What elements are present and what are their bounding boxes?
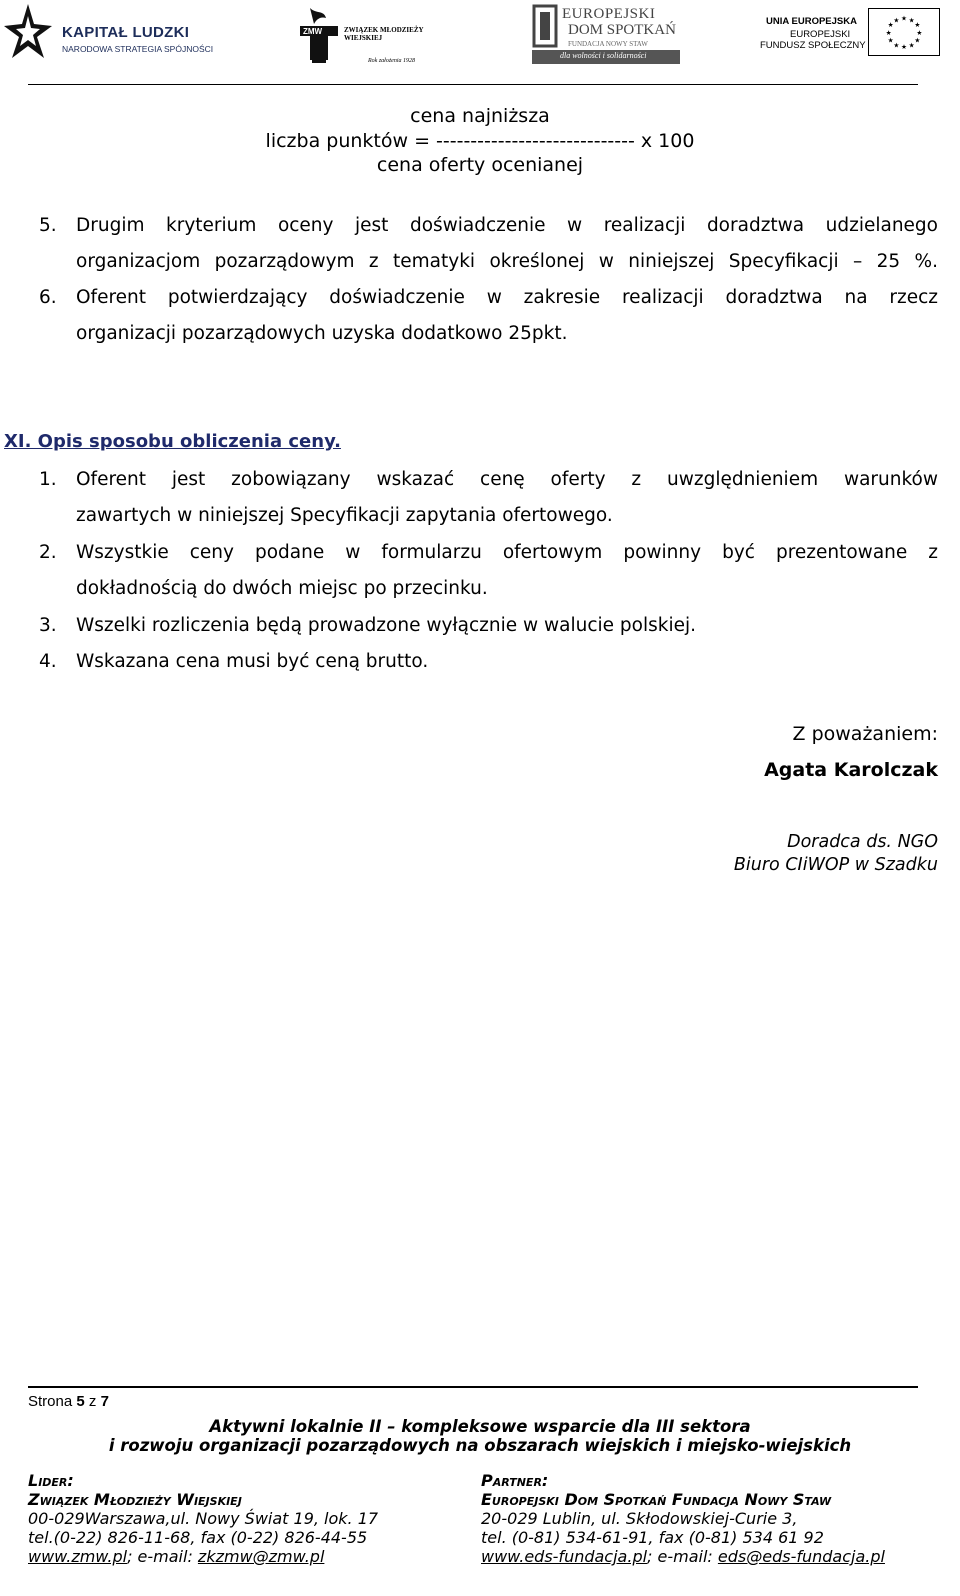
footer-partner	[481, 1471, 885, 1566]
partner-contact	[481, 1547, 885, 1566]
partner-label: Partner:	[481, 1471, 549, 1490]
ue-line1: UNIA EUROPEJSKA	[766, 16, 857, 27]
price-item-text-line: Wszelki rozliczenia będą prowadzone wyłącznie w walucie polskiej.	[76, 615, 697, 636]
page-of: z	[88, 1393, 97, 1410]
svg-text:★: ★	[914, 21, 921, 30]
eds-line1: EUROPEJSKI	[562, 6, 656, 22]
price-item-number: 1.	[39, 469, 57, 490]
formula-equation: liczba punktów = ----------------------------- x 100	[265, 130, 695, 152]
partner-www-link[interactable]: www.eds-fundacja.pl	[481, 1547, 648, 1566]
partner-org: Europejski Dom Spotkań Fundacja Nowy Staw	[481, 1490, 832, 1509]
svg-text:★: ★	[914, 36, 921, 45]
footer-lider	[28, 1471, 378, 1566]
criterion-text-line: Drugim kryterium oceny jest doświadczenie w realizacji doradztwa udzielanego	[76, 215, 938, 236]
criterion-text-line: organizacji pozarządowych uzyska dodatkowo 25pkt.	[76, 323, 568, 344]
lider-contact	[28, 1547, 378, 1566]
svg-text:★: ★	[885, 28, 892, 37]
criterion-text-line: organizacjom pozarządowym z tematyki określonej w niniejszej Specyfikacji – 25 %.	[76, 251, 938, 272]
ue-line3: FUNDUSZ SPOŁECZNY	[760, 40, 866, 51]
lider-address: 00-029Warszawa,ul. Nowy Świat 19, lok. 17	[28, 1509, 379, 1528]
partner-address: 20-029 Lublin, ul. Skłodowskiej-Curie 3,	[481, 1509, 798, 1528]
eds-logo	[532, 2, 682, 66]
svg-text:★: ★	[887, 36, 894, 45]
kapital-ludzki-subtitle: NARODOWA STRATEGIA SPÓJNOŚCI	[62, 44, 214, 54]
lider-email-link[interactable]: zkzmw@zmw.pl	[197, 1547, 325, 1566]
lider-phones: tel.(0-22) 826-11-68, fax (0-22) 826-44-55	[28, 1528, 368, 1547]
section-title: XI. Opis sposobu obliczenia ceny.	[4, 431, 341, 452]
zmw-name: ZWIĄZEK MŁODZIEŻY WIEJSKIEJ	[344, 26, 424, 42]
criterion-number: 5.	[39, 215, 57, 236]
formula-numerator: cena najniższa	[410, 105, 550, 127]
svg-text:★: ★	[908, 16, 915, 25]
eds-line3: FUNDACJA NOWY STAW	[568, 40, 648, 48]
price-item-number: 2.	[39, 542, 57, 563]
page-label: Strona	[28, 1393, 73, 1410]
price-item-text-line: Wszystkie ceny podane w formularzu ofertowym powinny być prezentowane z	[76, 542, 938, 563]
svg-text:★: ★	[908, 41, 915, 50]
partner-phones: tel. (0-81) 534-61-91, fax (0-81) 534 61 92	[481, 1528, 824, 1547]
svg-text:★: ★	[893, 16, 900, 25]
project-title-line: Aktywni lokalnie II – kompleksowe wsparcie dla III sektora	[209, 1417, 751, 1436]
svg-text:★: ★	[887, 21, 894, 30]
signature-greeting: Z poważaniem:	[792, 723, 938, 745]
price-item-text-line: dokładnością do dwóch miejsc po przecinku.	[76, 578, 488, 599]
signature-role: Doradca ds. NGO	[787, 832, 938, 852]
price-item-text-line: Oferent jest zobowiązany wskazać cenę oferty z uwzględnieniem warunków	[76, 469, 938, 490]
eds-motto: dla wolności i solidarności	[560, 51, 647, 60]
criterion-text-line: Oferent potwierdzający doświadczenie w zakresie realizacji doradztwa na rzecz	[76, 287, 938, 308]
page-number	[28, 1393, 109, 1410]
footer-rule	[28, 1386, 918, 1388]
ue-logo	[758, 8, 942, 62]
svg-text:★: ★	[893, 41, 900, 50]
formula-denominator: cena oferty ocenianej	[376, 154, 584, 176]
page-current: 5	[76, 1393, 85, 1410]
lider-label: Lider:	[28, 1471, 74, 1490]
criterion-number: 6.	[39, 287, 57, 308]
price-item-text-line: zawartych w niniejszej Specyfikacji zapytania ofertowego.	[76, 505, 613, 526]
kapital-ludzki-title: KAPITAŁ LUDZKI	[62, 24, 190, 41]
lider-www-link[interactable]: www.zmw.pl	[28, 1547, 128, 1566]
kapital-ludzki-logo	[4, 2, 214, 66]
ue-line2: EUROPEJSKI	[790, 29, 851, 40]
svg-text:★: ★	[916, 28, 923, 37]
eu-flag-icon	[868, 8, 940, 56]
project-title-line: i rozwoju organizacji pozarządowych na obszarach wiejskich i miejsko-wiejskich	[108, 1436, 852, 1455]
price-item-text-line: Wskazana cena musi być ceną brutto.	[76, 651, 429, 672]
zmw-logo	[296, 6, 426, 68]
lider-org: Związek Młodzieży Wiejskiej	[28, 1490, 242, 1509]
signature-office: Biuro CIiWOP w Szadku	[733, 855, 938, 875]
eds-line2: DOM SPOTKAŃ	[568, 22, 676, 38]
page-total: 7	[100, 1393, 109, 1410]
signature-name: Agata Karolczak	[764, 759, 938, 781]
zmw-year: Rok założenia 1928	[368, 58, 415, 64]
svg-text:★: ★	[901, 14, 907, 23]
kapital-ludzki-star-icon	[4, 2, 54, 66]
partner-email-label: ; e-mail:	[647, 1547, 718, 1566]
svg-text:★: ★	[901, 43, 907, 52]
header-rule	[28, 84, 918, 85]
price-item-number: 4.	[39, 651, 57, 672]
zmw-abbr: ZMW	[303, 27, 323, 36]
partner-email-link[interactable]: eds@eds-fundacja.pl	[717, 1547, 885, 1566]
price-item-number: 3.	[39, 615, 57, 636]
eds-door-icon	[532, 4, 560, 48]
lider-email-label: ; e-mail:	[127, 1547, 198, 1566]
